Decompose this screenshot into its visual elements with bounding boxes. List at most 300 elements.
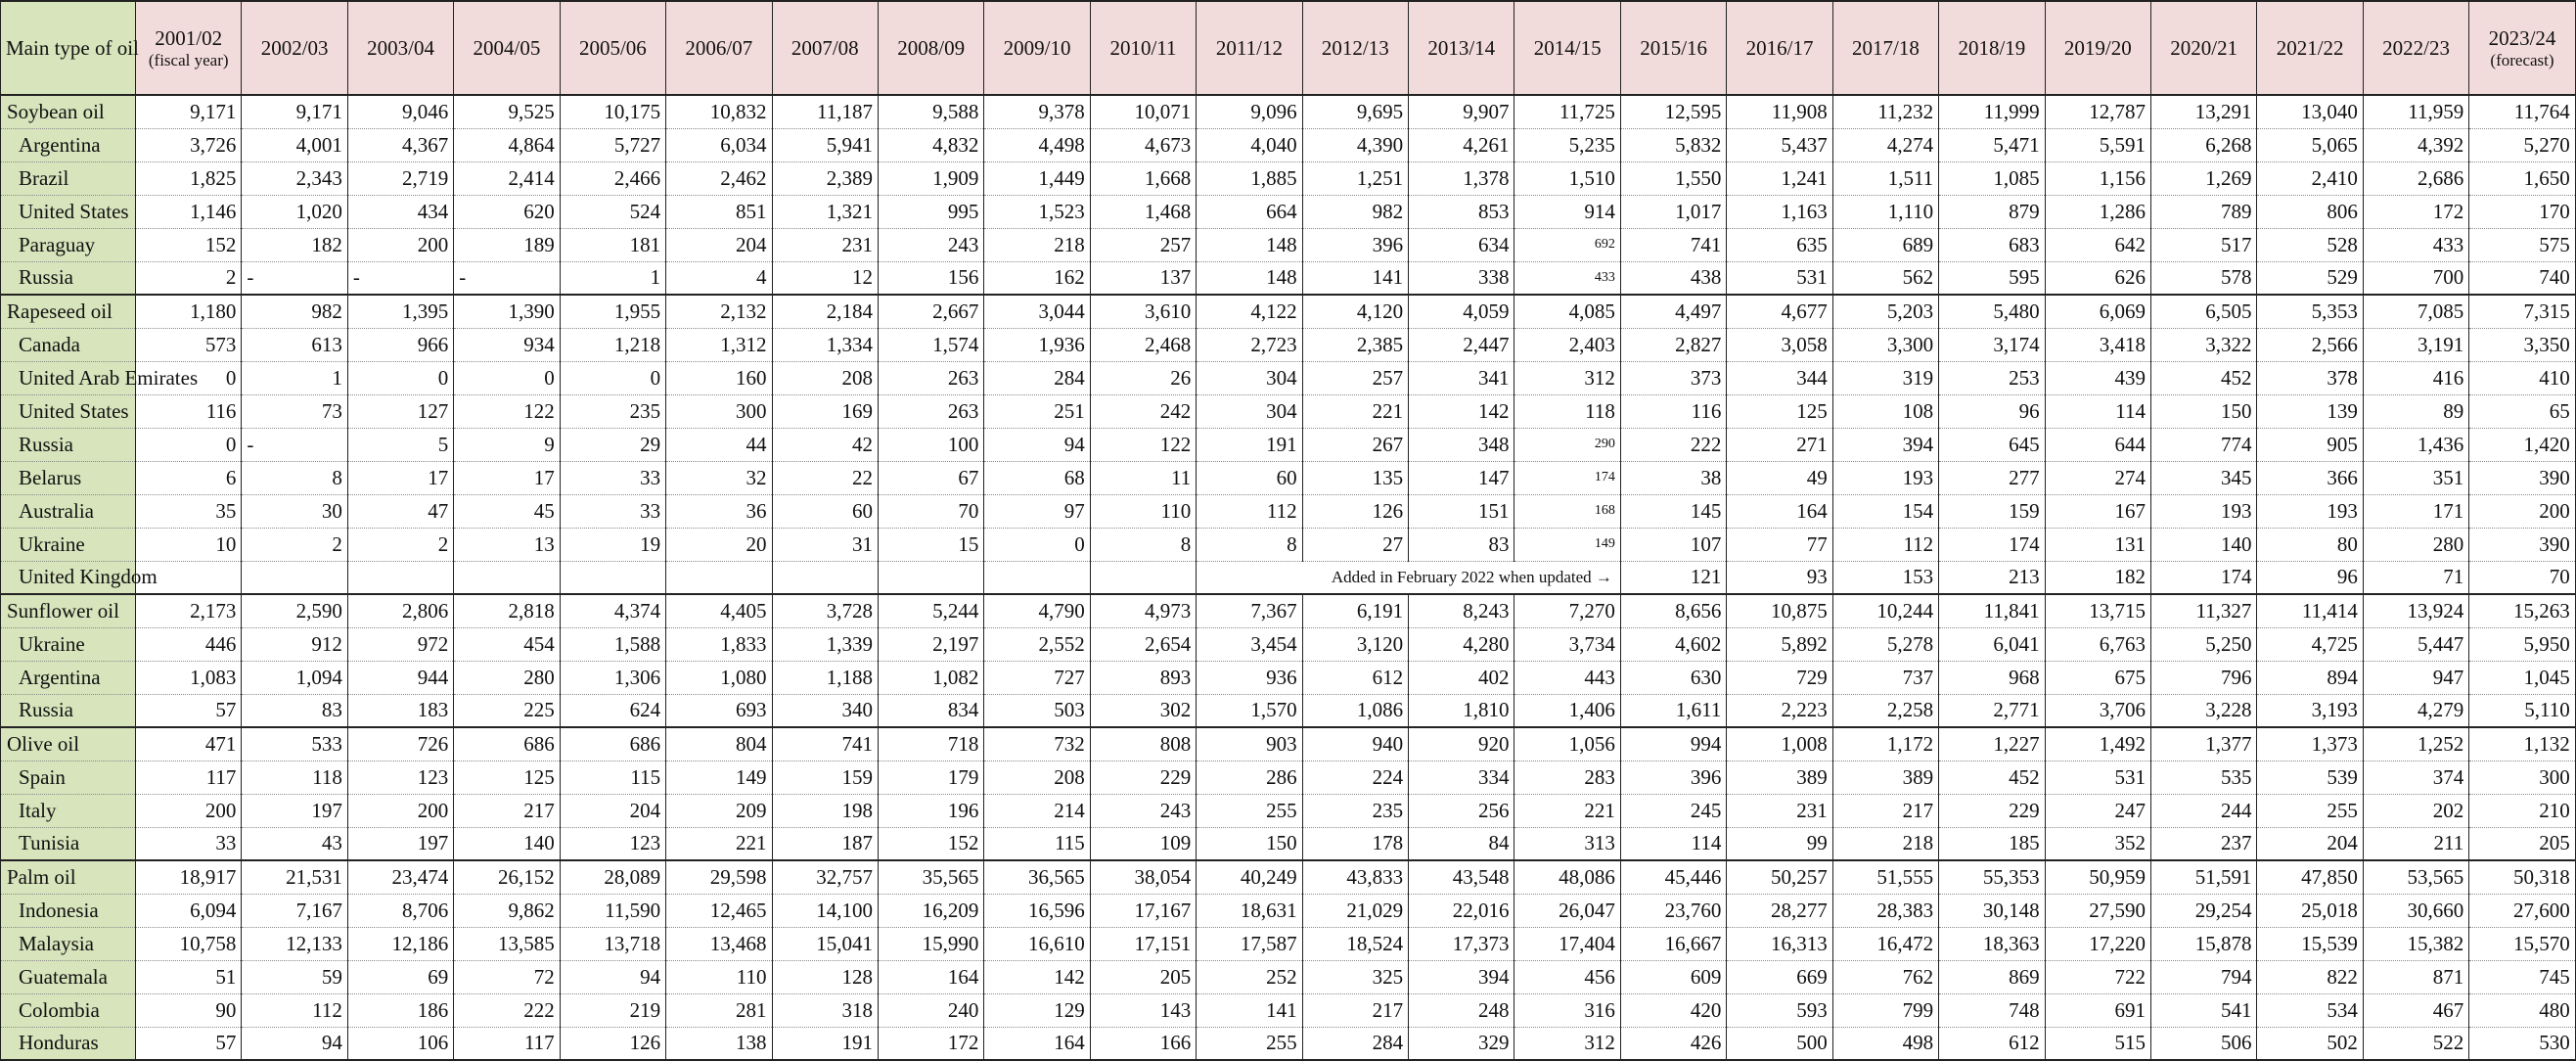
value-cell: 108: [1832, 394, 1938, 428]
value-cell: 5,065: [2257, 128, 2363, 161]
value-cell: 4,390: [1302, 128, 1408, 161]
value-cell: 2,654: [1090, 627, 1196, 661]
value-cell: 562: [1832, 261, 1938, 295]
value-cell: [878, 561, 983, 594]
value-cell: 11,841: [1939, 594, 2045, 627]
value-cell: 15,382: [2363, 927, 2468, 960]
value-cell: 117: [136, 761, 242, 794]
country-label: Argentina: [1, 661, 136, 694]
value-cell: 11,959: [2363, 95, 2468, 128]
value-cell: 181: [560, 228, 665, 261]
value-cell: 15,878: [2151, 927, 2257, 960]
value-cell: 219: [560, 993, 665, 1027]
value-cell: 396: [1302, 228, 1408, 261]
value-cell: 193: [1832, 461, 1938, 494]
year-label: 2006/07: [685, 36, 753, 60]
value-cell: 5,480: [1939, 295, 2045, 328]
value-cell: 6,034: [666, 128, 772, 161]
value-cell: 5,727: [560, 128, 665, 161]
country-label: Russia: [1, 261, 136, 295]
value-cell: 2,552: [984, 627, 1090, 661]
value-cell: 5,447: [2363, 627, 2468, 661]
value-cell: 644: [2045, 428, 2150, 461]
value-cell: 503: [984, 694, 1090, 727]
value-cell: 531: [2045, 761, 2150, 794]
value-cell: 13: [454, 528, 560, 561]
value-cell: 1,110: [1832, 195, 1938, 228]
value-cell: 218: [984, 228, 1090, 261]
value-cell: 156: [878, 261, 983, 295]
value-cell: 740: [2469, 261, 2575, 295]
value-cell: 65: [2469, 394, 2575, 428]
value-cell: 107: [1620, 528, 1726, 561]
value-cell: 17,404: [1514, 927, 1620, 960]
value-cell: 5,832: [1620, 128, 1726, 161]
value-cell: 18,917: [136, 860, 242, 894]
year-column-header: [136, 1, 242, 95]
value-cell: 122: [1090, 428, 1196, 461]
value-cell: 90: [136, 993, 242, 1027]
year-column-header: [1620, 1, 1726, 95]
value-cell: 16,610: [984, 927, 1090, 960]
value-cell: 2,667: [878, 295, 983, 328]
value-cell: 2: [347, 528, 453, 561]
value-cell: 9,588: [878, 95, 983, 128]
value-cell: 416: [2363, 361, 2468, 394]
value-cell: 18,631: [1197, 894, 1302, 927]
value-cell: 35,565: [878, 860, 983, 894]
value-cell: 5,950: [2469, 627, 2575, 661]
value-cell: 8: [1197, 528, 1302, 561]
value-cell: 140: [454, 827, 560, 860]
value-cell: 106: [347, 1027, 453, 1060]
value-cell: 1,909: [878, 161, 983, 195]
value-cell: 4,673: [1090, 128, 1196, 161]
value-cell: 1,045: [2469, 661, 2575, 694]
value-cell: 148: [1197, 261, 1302, 295]
value-cell: 193: [2257, 494, 2363, 528]
country-row: [1, 761, 2576, 794]
year-label: 2019/20: [2063, 36, 2132, 60]
value-cell: 799: [1832, 993, 1938, 1027]
country-row: [1, 827, 2576, 860]
value-cell: 70: [878, 494, 983, 528]
value-cell: 125: [454, 761, 560, 794]
value-cell: 539: [2257, 761, 2363, 794]
country-row: [1, 627, 2576, 661]
value-cell: 5,235: [1514, 128, 1620, 161]
value-cell: -: [242, 261, 347, 295]
value-cell: 2,462: [666, 161, 772, 195]
value-cell: 1,810: [1409, 694, 1514, 727]
value-cell: 43: [242, 827, 347, 860]
value-cell: 5: [347, 428, 453, 461]
value-cell: 217: [1302, 993, 1408, 1027]
value-cell: 205: [2469, 827, 2575, 860]
value-cell: 17: [454, 461, 560, 494]
value-cell: 243: [878, 228, 983, 261]
value-cell: 3,193: [2257, 694, 2363, 727]
value-cell: 531: [1727, 261, 1832, 295]
value-cell: 634: [1409, 228, 1514, 261]
value-cell: 1: [560, 261, 665, 295]
value-cell: 159: [772, 761, 878, 794]
value-cell: 0: [560, 361, 665, 394]
value-cell: 732: [984, 727, 1090, 761]
country-label: Guatemala: [1, 960, 136, 993]
value-cell: 304: [1197, 361, 1302, 394]
value-cell: 178: [1302, 827, 1408, 860]
value-cell: 29,598: [666, 860, 772, 894]
value-cell: 502: [2257, 1027, 2363, 1060]
value-cell: 1,083: [136, 661, 242, 694]
year-column-header: [2151, 1, 2257, 95]
value-cell: 426: [1620, 1027, 1726, 1060]
value-cell: 2,258: [1832, 694, 1938, 727]
value-cell: 1,085: [1939, 161, 2045, 195]
value-cell: 60: [772, 494, 878, 528]
value-cell: 171: [2363, 494, 2468, 528]
value-cell: 57: [136, 1027, 242, 1060]
value-cell: [347, 561, 453, 594]
value-cell: 348: [1409, 428, 1514, 461]
value-cell: 968: [1939, 661, 2045, 694]
country-label: Spain: [1, 761, 136, 794]
year-column-header: [772, 1, 878, 95]
value-cell: 200: [347, 228, 453, 261]
value-cell: 200: [347, 794, 453, 827]
value-cell: 26: [1090, 361, 1196, 394]
value-cell: 5,941: [772, 128, 878, 161]
value-cell: 118: [1514, 394, 1620, 428]
value-cell: 126: [560, 1027, 665, 1060]
value-cell: 438: [1620, 261, 1726, 295]
country-row: [1, 494, 2576, 528]
value-cell: 689: [1832, 228, 1938, 261]
year-column-header: [242, 1, 347, 95]
value-cell: 145: [1620, 494, 1726, 528]
value-cell: 255: [1197, 794, 1302, 827]
value-cell: 947: [2363, 661, 2468, 694]
year-label: 2002/03: [260, 36, 329, 60]
value-cell: 5,353: [2257, 295, 2363, 328]
value-cell: 211: [2363, 827, 2468, 860]
value-cell: 50,318: [2469, 860, 2575, 894]
value-cell: 17: [347, 461, 453, 494]
value-cell: 3,174: [1939, 328, 2045, 361]
value-cell: 222: [454, 993, 560, 1027]
value-cell: 1,406: [1514, 694, 1620, 727]
value-cell: 148: [1197, 228, 1302, 261]
value-cell: 982: [242, 295, 347, 328]
value-cell: 2,723: [1197, 328, 1302, 361]
value-cell: 630: [1620, 661, 1726, 694]
value-cell: 116: [1620, 394, 1726, 428]
value-cell: 17,587: [1197, 927, 1302, 960]
value-cell: 1,955: [560, 295, 665, 328]
value-cell: 1,390: [454, 295, 560, 328]
value-cell: 12,595: [1620, 95, 1726, 128]
value-cell: 2,410: [2257, 161, 2363, 195]
value-cell: 2,414: [454, 161, 560, 195]
country-row: [1, 128, 2576, 161]
value-cell: 2,447: [1409, 328, 1514, 361]
value-cell: 345: [2151, 461, 2257, 494]
value-cell: 446: [136, 627, 242, 661]
value-cell: 822: [2257, 960, 2363, 993]
value-cell: 27,590: [2045, 894, 2150, 927]
value-cell: 110: [666, 960, 772, 993]
value-cell: 3,734: [1514, 627, 1620, 661]
value-cell: 29: [560, 428, 665, 461]
value-cell: 669: [1727, 960, 1832, 993]
country-row: [1, 195, 2576, 228]
value-cell: 4,677: [1727, 295, 1832, 328]
value-cell: 169: [772, 394, 878, 428]
country-label: United Kingdom: [1, 561, 136, 594]
value-cell: 97: [984, 494, 1090, 528]
value-cell: 11,590: [560, 894, 665, 927]
value-cell: 11,232: [1832, 95, 1938, 128]
value-cell: 0: [454, 361, 560, 394]
value-cell: 642: [2045, 228, 2150, 261]
oil-type-label: Rapeseed oil: [1, 295, 136, 328]
value-cell: 1,082: [878, 661, 983, 694]
value-cell: 94: [242, 1027, 347, 1060]
value-cell: 624: [560, 694, 665, 727]
value-cell: 217: [454, 794, 560, 827]
value-cell: 11,414: [2257, 594, 2363, 627]
value-cell: 1,574: [878, 328, 983, 361]
value-cell: 302: [1090, 694, 1196, 727]
value-cell: 1,339: [772, 627, 878, 661]
value-cell: 808: [1090, 727, 1196, 761]
year-label: 2009/10: [1003, 36, 1071, 60]
value-cell: 17,151: [1090, 927, 1196, 960]
value-cell: 150: [2151, 394, 2257, 428]
value-cell: 626: [2045, 261, 2150, 295]
value-cell: 245: [1620, 794, 1726, 827]
value-cell: 197: [242, 794, 347, 827]
value-cell: 1,492: [2045, 727, 2150, 761]
value-cell: 284: [984, 361, 1090, 394]
value-cell: 6,191: [1302, 594, 1408, 627]
value-cell: 4,973: [1090, 594, 1196, 627]
value-cell: 47,850: [2257, 860, 2363, 894]
value-cell: 1,334: [772, 328, 878, 361]
value-cell: 3,322: [2151, 328, 2257, 361]
value-cell: 0: [136, 361, 242, 394]
value-cell: 11,725: [1514, 95, 1620, 128]
country-row: [1, 927, 2576, 960]
value-cell: 141: [1302, 261, 1408, 295]
value-cell: 2,197: [878, 627, 983, 661]
value-cell: 5,250: [2151, 627, 2257, 661]
value-cell: -: [242, 428, 347, 461]
value-cell: 480: [2469, 993, 2575, 1027]
value-cell: 693: [666, 694, 772, 727]
value-cell: 645: [1939, 428, 2045, 461]
value-cell: 1,395: [347, 295, 453, 328]
value-cell: 686: [454, 727, 560, 761]
value-cell: 256: [1409, 794, 1514, 827]
value-cell: 914: [1514, 195, 1620, 228]
value-cell: 378: [2257, 361, 2363, 394]
value-cell: 851: [666, 195, 772, 228]
value-cell: 2,173: [136, 594, 242, 627]
value-cell: 17,373: [1409, 927, 1514, 960]
value-cell: 8,243: [1409, 594, 1514, 627]
country-label: Russia: [1, 694, 136, 727]
value-cell: 28,277: [1727, 894, 1832, 927]
value-cell: 187: [772, 827, 878, 860]
country-label: United States: [1, 394, 136, 428]
country-row: [1, 428, 2576, 461]
value-cell: 47: [347, 494, 453, 528]
value-cell: 26,152: [454, 860, 560, 894]
value-cell: 11,764: [2469, 95, 2575, 128]
value-cell: 3,120: [1302, 627, 1408, 661]
value-cell: 51,591: [2151, 860, 2257, 894]
value-cell: 4,864: [454, 128, 560, 161]
value-cell: 242: [1090, 394, 1196, 428]
value-cell: 452: [1939, 761, 2045, 794]
value-cell: 9,096: [1197, 95, 1302, 128]
value-cell: 1,163: [1727, 195, 1832, 228]
country-row: [1, 561, 2576, 594]
value-cell: 21,029: [1302, 894, 1408, 927]
value-cell: 454: [454, 627, 560, 661]
value-cell: 13,291: [2151, 95, 2257, 128]
value-cell: 30,660: [2363, 894, 2468, 927]
value-cell: [1090, 561, 1196, 594]
value-cell: 208: [984, 761, 1090, 794]
value-cell: 374: [2363, 761, 2468, 794]
value-cell: 225: [454, 694, 560, 727]
value-cell: 200: [2469, 494, 2575, 528]
value-cell: 5,437: [1727, 128, 1832, 161]
value-cell: 48,086: [1514, 860, 1620, 894]
year-label: 2010/11: [1109, 36, 1177, 60]
value-cell: [242, 561, 347, 594]
value-cell: 123: [347, 761, 453, 794]
value-cell: 14,100: [772, 894, 878, 927]
value-cell: 11,908: [1727, 95, 1832, 128]
value-cell: 164: [984, 1027, 1090, 1060]
value-cell: 4,367: [347, 128, 453, 161]
value-cell: 2,466: [560, 161, 665, 195]
country-row: [1, 960, 2576, 993]
country-row: [1, 461, 2576, 494]
value-cell: 248: [1409, 993, 1514, 1027]
value-cell: 737: [1832, 661, 1938, 694]
value-cell: 53,565: [2363, 860, 2468, 894]
value-cell: 1,017: [1620, 195, 1726, 228]
value-cell: 1,180: [136, 295, 242, 328]
value-cell: 2,566: [2257, 328, 2363, 361]
year-label: 2022/23: [2382, 36, 2450, 60]
value-cell: 16,596: [984, 894, 1090, 927]
value-cell: 6,069: [2045, 295, 2150, 328]
value-cell: 204: [2257, 827, 2363, 860]
value-cell: 160: [666, 361, 772, 394]
oil-type-label: Palm oil: [1, 860, 136, 894]
value-cell: 4,059: [1409, 295, 1514, 328]
value-cell: 114: [2045, 394, 2150, 428]
value-cell: 100: [878, 428, 983, 461]
value-cell: 280: [2363, 528, 2468, 561]
value-cell: 6,268: [2151, 128, 2257, 161]
year-column-header: [1409, 1, 1514, 95]
value-cell: 2,343: [242, 161, 347, 195]
value-cell: 5,278: [1832, 627, 1938, 661]
year-column-header: [1727, 1, 1832, 95]
value-cell: 4,405: [666, 594, 772, 627]
value-cell: 9: [454, 428, 560, 461]
value-cell: 402: [1409, 661, 1514, 694]
value-cell: 38: [1620, 461, 1726, 494]
value-cell: 4: [666, 261, 772, 295]
value-cell: 25,018: [2257, 894, 2363, 927]
year-label: 2001/02: [155, 26, 223, 50]
value-cell: 182: [2045, 561, 2150, 594]
value-cell: 3,058: [1727, 328, 1832, 361]
value-cell: 138: [666, 1027, 772, 1060]
year-label: 2016/17: [1745, 36, 1814, 60]
value-cell: 762: [1832, 960, 1938, 993]
value-cell: 15,041: [772, 927, 878, 960]
value-cell: 9,907: [1409, 95, 1514, 128]
value-cell: 1,833: [666, 627, 772, 661]
value-cell: 1,252: [2363, 727, 2468, 761]
value-cell: 251: [984, 394, 1090, 428]
value-cell: 4,374: [560, 594, 665, 627]
value-cell: 115: [560, 761, 665, 794]
value-cell: 675: [2045, 661, 2150, 694]
value-cell: 995: [878, 195, 983, 228]
value-cell: 263: [878, 361, 983, 394]
value-cell: 26,047: [1514, 894, 1620, 927]
value-cell: 40,249: [1197, 860, 1302, 894]
value-cell: 1,611: [1620, 694, 1726, 727]
value-cell: 912: [242, 627, 347, 661]
value-cell: 1,321: [772, 195, 878, 228]
value-cell: 726: [347, 727, 453, 761]
value-cell: 150: [1197, 827, 1302, 860]
value-cell: 1,420: [2469, 428, 2575, 461]
country-row: [1, 694, 2576, 727]
table-body: [1, 95, 2576, 1060]
value-cell: 2: [136, 261, 242, 295]
value-cell: 6,505: [2151, 295, 2257, 328]
value-cell: 686: [560, 727, 665, 761]
country-row: [1, 228, 2576, 261]
value-cell: 121: [1620, 561, 1726, 594]
value-cell: 5,244: [878, 594, 983, 627]
value-cell: 15,570: [2469, 927, 2575, 960]
value-cell: 2,223: [1727, 694, 1832, 727]
value-cell: 23,760: [1620, 894, 1726, 927]
value-cell: 10,244: [1832, 594, 1938, 627]
value-cell: 683: [1939, 228, 2045, 261]
value-cell: 2,385: [1302, 328, 1408, 361]
year-column-header: [1197, 1, 1302, 95]
value-cell: 595: [1939, 261, 2045, 295]
value-cell: 528: [2257, 228, 2363, 261]
value-cell: 434: [347, 195, 453, 228]
value-cell: 535: [2151, 761, 2257, 794]
value-cell: 1,020: [242, 195, 347, 228]
